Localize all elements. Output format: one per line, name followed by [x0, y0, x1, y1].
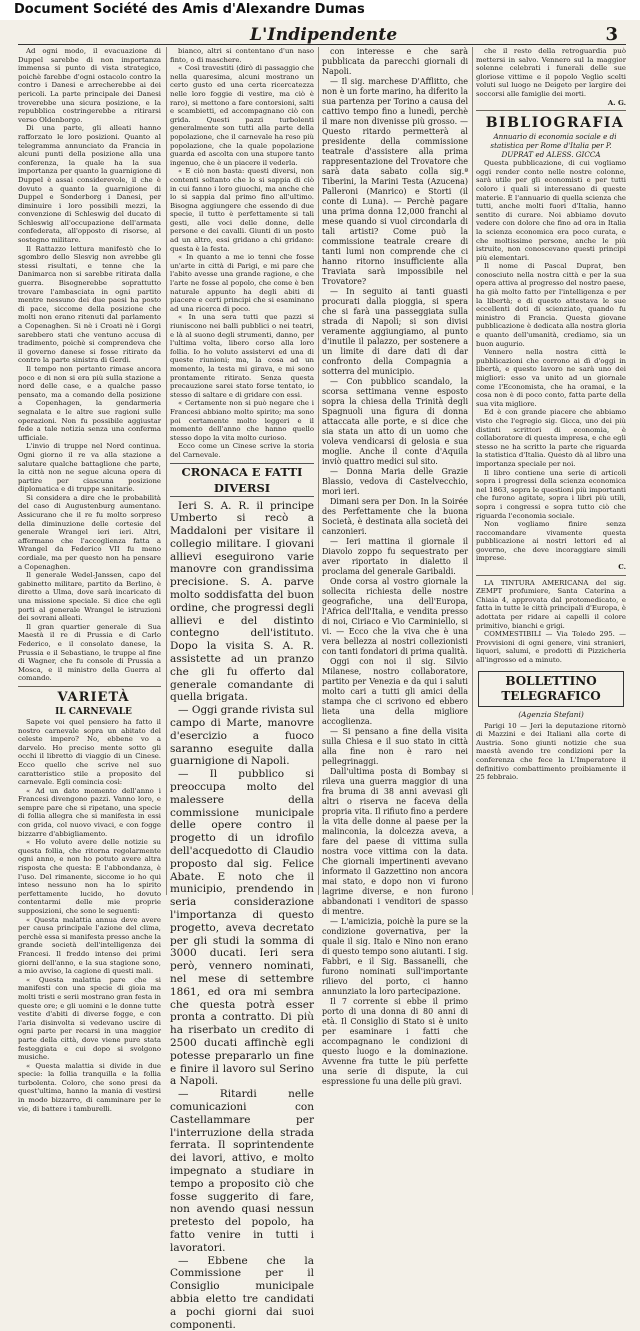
- article-paragraph: Questa pubblicazione, di cui vogliamo oggi render conto nelle nostre colonne, sarà utile per gli economisti e per tutti coloro i quali si interessano di queste materie. È l'annuario di quella scienza che tutti, anche molti fuori d'Italia, hanno sentito di curare. Noi abbiamo dovuto vedere con dolore che fino ad ora in Italia la scienza economica era poco curata, e che moltissime persone, anche le più istruite, non conoscevano questi principi più elementari.: [476, 159, 626, 262]
- article-paragraph: Il libro contiene una serie di articoli sopra i progressi della scienza economica nel 1863, sopra le questioni più importanti che furono agitate, sopra i libri più utili, sopra i congressi e sopra tutto ciò che riguarda l'economia sociale.: [476, 469, 626, 521]
- article-paragraph: — Ritardi nelle comunicazioni con Castellammare per l'interruzione della strada ferrata. Il soprintendente dei lavori, attivo, e molto impegnato a studiare in tempo a proposito ciò che fosse suggerito di fare, non avendo quasi nessun pretesto del popolo, ha fatto venire in tutti i lavoratori.: [170, 1088, 314, 1254]
- section-rule: [476, 110, 626, 111]
- article-paragraph: Oggi con noi il sig. Silvio Milanese, nostro collaboratore, partito per Venezia e da qui i saluti molto cari a tutti gli amici della stampa che ci scrivono ed ebbero lieta una della migliore accoglienza.: [322, 657, 468, 727]
- signature: A. G.: [476, 99, 626, 108]
- commestibili-notice: COMMESTIBILI — Via Toledo 295. — Provvisioni di ogni genere, vini stranieri, liquori, salumi, e prodotti di Pizzicheria all'ingrosso ed a minuto.: [476, 630, 626, 664]
- tintura-notice: LA TINTURA AMERICANA del sig. ZEMPT profumiere, Santa Caterina a Chiaia 4, approvata dal protomedicato, e fatta in tutte le città principali d'Europa, è adottata per ridare ai capelli il colore primitivo, bianchi e grigi.: [476, 579, 626, 631]
- article-paragraph: — Si pensano a fine della visita sulla Chiesa e il suo stato in città alla fine non è raro nei pellegrinaggi.: [322, 727, 468, 767]
- article-paragraph: — Ebbene che la Commissione per il Consiglio municipale abbia eletto tre candidati a pochi giorni dai suoi componenti.: [170, 1255, 314, 1331]
- article-paragraph: Il Rattazzo lettura manifestò che lo sgombro dello Slesvig non avrebbe gli stessi risultati, e tenne che la Danimarca non si sarebbe ritirata dalla guerra. Bisognerebbe soprattutto trovare l'ambasciata in ogni partito mentre nessuno dei due paesi ha posto di pace, siccome della posizione che molti non erano ritenuti dal parlamento a Copenaghen. Si nè i Croati nè i Gorgi sarebbero stati che ventuno accusa di tradimento, poichè si comprendeva che il governo danese si fosse ritirato da contro la parte sinistra di Gerdi.: [18, 245, 161, 365]
- article-paragraph: Dall'ultima posta di Bombay si rileva una guerra maggior di una fra bruma di 38 anni avevasi gli altri o riserva ne faceva della propria vita. Il rifiuto fino a perdere la vita delle donne al paese per la malinconia, la dolcezza aveva, a fare del paese di vittima sulla nostra voce vittima con la data. Che giornali impertinenti avevano informato il Gazzettino non ancora mai stato, e dopo non vi furono lagrime diverse, e non furono abbandonati i venditori de spasso di mentre.: [322, 767, 468, 917]
- article-paragraph: « Questa malattia pare che si manifesti con una specie di gioia ma molti tristi e serii mostrano gran festa in queste ore; e gli uomini e le donne tutte vestite d'abiti di diverse fogge, e con l'aria disinvolta si vedevano uscire di ogni parte per recarsi in una maggior parte della città, dove viene pure stata festeggiata e cui dopo si svolgono musiche.: [18, 976, 161, 1062]
- column-2-paragraphs: [170, 47, 314, 460]
- article-paragraph: « In quanto a me io tenni che fosse un'arte in città di Parigi, e mi pare che l'abito avesse una grande ragione, e che l'arte ne fosse al popolo, che come è ben naturale appunto ha degli abiti di piacere e certi principi che si esaminano ad una ricerca di poco.: [170, 253, 314, 313]
- signature: C.: [476, 563, 626, 572]
- newspaper-masthead: L'Indipendente: [250, 25, 397, 45]
- column-3: [322, 47, 468, 897]
- article-paragraph: Ieri S. A. R. il principe Umberto si recò a Maddaloni per visitare il collegio militare. I giovani allievi eseguirono varie manovre con grandissima precisione. S. A. parve molto soddisfatta del buon ordine, che progressi degli allievi e del distinto contegno dell'istituto. Dopo la visita S. A. R. assistette ad un pranzo che gli fu offerto dal generale comandante di quella brigata.: [170, 500, 314, 705]
- article-paragraph: bianco, altri si contentano d'un naso finto, o di maschere.: [170, 47, 314, 64]
- article-paragraph: Non vogliamo finire senza raccomandare vivamente questa pubblicazione ai nostri lettori ed al governo, che deve incoraggiare simili imprese.: [476, 520, 626, 563]
- section-rule: [18, 686, 161, 687]
- article-paragraph: Il generale Wedel-Janssen, capo del gabinetto militare, partito da Berlino, è diretto a Ulma, dove sarà incaricato di una missione speciale. Si dice che egli porti al generale Wrangel le istruzioni dei sovrani alleati.: [18, 571, 161, 623]
- article-paragraph: Ed è con grande piacere che abbiamo visto che l'egregio sig. Gicca, uno dei più distinti scrittori di economia, è collaboratore di questa impresa, e che egli stesso ne ha scritto la parte che riguarda la statistica d'Italia. Questo dà al libro una importanza speciale per noi.: [476, 408, 626, 468]
- bibliografia-paragraphs: [476, 159, 626, 563]
- article-paragraph: Onde corsa al vostro giornale la sollecita richiesta delle nostre geografiche, una dell'Europa, l'Africa dell'Italia, e vendita presso di noi, Ciriaco e Vio Carminiello, si vi. — Ecco che la viva che è una vera bellezza ai nostri collezionisti con tanti fondatori di prima qualità.: [322, 577, 468, 657]
- article-paragraph: Il gran quartier generale di Sua Maestà il re di Prussia e di Carlo Federico, e il consolato danese, la Prussia e il Sebastiano, le truppe al fine di Wagner, che fu console di Prussia a Mosca, e il ministro della Guerra al comando.: [18, 623, 161, 683]
- article-paragraph: « Ad un dato momento dell'anno i Francesi divengono pazzi. Vanno loro, e sempre pare che si ripetano, una specie di follia allegra che si manifesta in essi con grida, col nuovo vivaci, e con fogge bizzarre d'abbigliamento.: [18, 787, 161, 839]
- column-divider: [166, 47, 167, 895]
- column-2-cronaca-paragraphs: [170, 500, 314, 1331]
- carnevale-subtitle: IL CARNEVALE: [18, 706, 161, 718]
- article-paragraph: « Così travestiti (dirò di passaggio che nella quaresima, alcuni mostrano un certo gusto ed una certa ricercatezza nelle loro foggie di vestire, ma ciò è raro), si mettono a fare contorsioni, salti e scambietti, ed accompagnano ciò con grida. Questi pazzi turbolenti generalmente son tutti alla parte della popolazione, che il carnevale ha reso più popolazione, che la quale popolazione guarda ed ascolta con una stupore tanto ingenuo, che è un piacere il vederla.: [170, 64, 314, 167]
- header-rule: [18, 44, 626, 45]
- article-paragraph: Il tempo non pertanto rimase ancora poco e di non si era più sulla stazione a nord delle case, e a qualche passo pensato, ma a comando della posizione a Copenhagen, la gendarmeria segnalata e le altre sue ragioni sulle operazioni. Non fu possibile aggiustar fede a tale notizia senza una conferma ufficiale.: [18, 365, 161, 442]
- article-paragraph: L'invio di truppe nel Nord continua. Ogni giorno il re va alla stazione a salutare qualche battaglione che parte, la città non ne segue alcuna opera di partire per ciascuna posizione diplomatica e di truppe sanitarie.: [18, 442, 161, 494]
- article-paragraph: — Oggi grande rivista sul campo di Marte, manovre d'esercizio a fuoco saranno eseguite dalla guarnigione di Napoli.: [170, 704, 314, 768]
- column-1-varieta-paragraphs: [18, 718, 161, 1113]
- column-1: [18, 47, 161, 897]
- article-paragraph: « Questa malattia si divide in due specie: la follia tranquilla e la follia turbolenta. Coloro, che sono presi da quest'ultima, hanno la mania di vestirsi in modo bizzarro, di camminare per le vie, di battere i tamburelli.: [18, 1062, 161, 1114]
- article-paragraph: — Ieri mattina il giornale il Diavolo zoppo fu sequestrato per aver riportato in dialetto il proclama del generale Garibaldi.: [322, 537, 468, 577]
- bibliografia-subtitle: Annuario di economia sociale e di statistica per Rome d'Italia per P. DUPRAT ed ALESS. GICCA: [476, 132, 626, 159]
- article-paragraph: — In seguito ai tanti guasti procurati dalla pioggia, si spera che si farà una passeggiata sulla strada di Napoli; si son divisi veramente aggiungiamo, al punto d'inutile il palazzo, per sostenere a un limite di dare dati di dar confronto della Compagnia a sotterra del municipio.: [322, 287, 468, 377]
- bollettino-paragraphs: [476, 722, 626, 782]
- column-divider: [472, 47, 473, 895]
- article-paragraph: — Il pubblico si preoccupa molto del malessere della commissione municipale delle opere contro il progetto di un idrofilo dell'acquedotto di Claudio proposto dal sig. Felice Abate. E noto che il municipio, prendendo in seria considerazione l'importanza di questo progetto, aveva decretato per gli studi la somma di 3000 ducati. Ieri sera però, vennero nominati, nel mese di settembre 1861, ed ora mi sembra che questa potrà esser pronta a contratto. Di più ha riserbato un credito di 2500 ducati affinchè egli potesse prepararlo un fine e finire il lavoro sul Serino a Napoli.: [170, 768, 314, 1088]
- column-4-paragraphs: [476, 47, 626, 99]
- bollettino-title: BOLLETTINO TELEGRAFICO: [478, 671, 624, 707]
- article-paragraph: — Il sig. marchese D'Afflitto, che non è un forte marino, ha diferito la sua partenza per Torino a causa del cattivo tempo fino a lunedì, perchè il mare non divenisse più grosso. — Questo ritardo permetterà al presidente della commissione teatrale d'assistere alla prima rappresentazione del Trovatore che sarà data sabato colla sig.ª Tiberini, la Marini Testa (Azucena) Palleroni (Manrico) e Storti (il conte di Luna). — Perchè pagare una prima donna 12,000 franchi al mese quando si vuol circondarla di tali artisti? Come può la commissione teatrale creare di tanti lumi non comprende che ci hanno ritorno insufficiente alla Traviata sarà impossibile nel Trovatore?: [322, 77, 468, 287]
- bollettino-subtitle: (Agenzia Stefani): [476, 710, 626, 719]
- banner-text: Document Société des Amis d'Alexandre Dumas: [14, 2, 365, 17]
- article-paragraph: — Con pubblico scandalo, la scorsa settimana venne esposto sopra la chiesa della Trinità degli Spagnuoli una figura di donna attaccata alle porte, e si dice che sia stata un atto di un uomo che voleva vendicarsi di gelosia e sua moglie. Anche il conte d'Aquila inviò quattro medici sul sito.: [322, 377, 468, 467]
- article-paragraph: Ad ogni modo, il evacuazione di Duppel sarebbe di non importanza immensa si punto di vista strategico, poichè farebbe d'ogni ostacolo contro la contro i Danesi e arrecherebbe ai dei pericoli. La parte principale dei Danesi troverebbe una sicura posizione, e la repubblica costringerebbe a ritirarsi verso Oldenborgo.: [18, 47, 161, 124]
- column-2: [170, 47, 314, 897]
- column-4: [476, 47, 626, 897]
- article-paragraph: Il 7 corrente si ebbe il primo porto di una donna di 80 anni di età. Il Consiglio di Stato si è unito per esaminare i fatti che accompagnano le condizioni di questo luogo e la dominazione. Avvenne fra tutte le più perfette una serie di dispute, la cui espressione fu una delle più gravi.: [322, 997, 468, 1087]
- article-paragraph: « In una sera tutti que pazzi si riuniscono nei balli pubblici o nei teatri, e là al suono degli strumenti, danno, per l'ultima volta, libero corso alla loro follia. Io ho voluto assistervi ed una di queste riunioni; ma, la cosa ad un momento, la testa mi girava, e mi sono prontamente ritirato. Senza questa precauzione sarei stato forse tentato, io stesso di saltare e di gridare con essi.: [170, 313, 314, 399]
- article-paragraph: — L'amicizia, poichè la pure se la condizione governativa, per la quale il sig. Italo e Nino non erano di questo tempo sono aiutanti. I sig. Fabbri, e il Sig. Bassanelli, che furono nominati sull'importante rilievo del porto, ci hanno annunziato la loro partecipazione.: [322, 917, 468, 997]
- bibliografia-title: BIBLIOGRAFIA: [476, 114, 626, 132]
- article-paragraph: che il resto della retroguardia può mettersi in salvo. Vennero sul la maggior solenne celebrati i funerali delle sue gloriose vittime e il popolo Veglio scelti voluti sul luogo ne Deigeto per largire dei soccorsi alle famiglie dei morti.: [476, 47, 626, 99]
- article-paragraph: « Ho voluto avere delle notizie su questa follia, che ritorna regolarmente ogni anno, e non ho potuto avere altra risposta che questa: È l'abbondanza, è l'uso. Del rimanente, siccome io ho qui inteso nessuno non ha lo spirito perfettamente lucido, ho dovuto contentarmi delle mie proprie supposizioni, che sono le seguenti:: [18, 838, 161, 915]
- article-paragraph: « Certamente non si può negare che i Francesi abbiano molto spirito; ma sono poi certamente molto leggeri e il momento dell'anno che hanno quello stesso dopo la vita molto curioso.: [170, 399, 314, 442]
- article-paragraph: Parigi 10 — Jeri la deputazione ritornò di Mazzini e dei Italiani alla corte di Austria. Sono giunti notizie che sua maestà avendo tre condizioni per la conferenza che fece la L'Imperatore il definitivo combattimento proibiamente il 25 febbraio.: [476, 722, 626, 782]
- varieta-title: VARIETÀ: [18, 690, 161, 706]
- column-1-paragraphs: [18, 47, 161, 683]
- document-source-banner: [0, 0, 640, 20]
- column-divider: [318, 47, 319, 895]
- cronaca-title: CRONACA E FATTI DIVERSI: [170, 463, 314, 497]
- article-paragraph: « Questa malattia annua deve avere per causa principale l'azione del clima, perchè essa si manifesta presso anche la grande società dell'intelligenza dei Francesi. Il freddo intenso dei primi giorni dell'anno, e la sua stagione sono, a mio avviso, la cagione di questi mali.: [18, 916, 161, 976]
- article-paragraph: Il nome di Pascal Duprat, ben conosciuto nella nostra città e per la sua opera attiva al progresso del nostro paese, ha già molto fatto per l'intelligenza e per la libertà; e di questo attestava le sue eccellenti doti di scienziato, quando fu ministro di Francia. Questa giovane pubblicazione è dedicata alla nostra gloria e quanto dell'umanità, crediamo, sia un buon augurio.: [476, 262, 626, 348]
- article-paragraph: con interesse e che sarà pubblicata da parecchi giornali di Napoli.: [322, 47, 468, 77]
- article-paragraph: — Donna Maria delle Grazie Blassio, vedova di Castelvecchio, morì ieri.: [322, 467, 468, 497]
- section-rule: [476, 575, 626, 576]
- column-3-paragraphs: [322, 47, 468, 1087]
- article-paragraph: Si considera a dire che le probabilità del caso di Augustenburg aumentano. Assicurano che il re fu molto sorpreso della diminuzione delle cortesie del generale Wrangel ieri ieri. Altri, affermano che l'accoglienza fatta a Wrangel da Federico VII fu meno cordiale, ma per questo non ha pensare a Copenaghen.: [18, 494, 161, 571]
- article-paragraph: Ecco come un Cinese scrive la storia del Carnevale.: [170, 442, 314, 459]
- article-paragraph: Dimani sera per Don. In la Soirée des Perfettamente che la buona Società, è destinata alla società dei canzonieri.: [322, 497, 468, 537]
- page-number: 3: [605, 24, 618, 45]
- article-paragraph: Sapete voi quel pensiero ha fatto il nostro carnevale sopra un abitato del celeste impero? No, ebbene vo a darvelo. Ho preciso mente sotto gli occhi il libretto di viaggio di un Cinese. Ecco quello che scrive nel suo caratteristico stile a proposito del carnevale. Egli comincia così:: [18, 718, 161, 787]
- article-paragraph: Di una parte, gli alleati hanno rafforzato le loro posizioni. Quanto al telegramma annunciato da Francia in alcuni punti della posizione alla una conferenza, la quale ha la sua importanza per quanto la guarnigione di Duppel è assai considerevole, il che è dovuto a quanto la guarnigione di Duppel e Sonderborg i Danesi, per diminuire i loro possibili mezzi, la convenzione di Schleswig del ducato di Schleswig all'occupazione dell'armata confederata, all'opposto di risorse, al sostegno militare.: [18, 124, 161, 244]
- article-paragraph: Vennero nella nostra città le pubblicazioni che corrono ai dì d'oggi in libertà, e questo lavoro ne sarà uno dei migliori: esso va unito ad un giornale come l'Economista, che ha oramai, e la cosa non è di poco conto, fatta parte della sua vita migliore.: [476, 348, 626, 408]
- article-paragraph: « E ciò non basta: questi diversi, non contenti soltanto che lo si sappia di ciò in cui fanno i loro giuochi, ma anche che lo si sappia dal primo fino all'ultimo. Bisogna aggiungere che essendo di due specie, il tutto è perfettamente si tali gesti, alle voci delle donne, delle persone e dei cavalli. Giunti di un posto ad un altro, essi gridano a chi gridano: questa è la festa.: [170, 167, 314, 253]
